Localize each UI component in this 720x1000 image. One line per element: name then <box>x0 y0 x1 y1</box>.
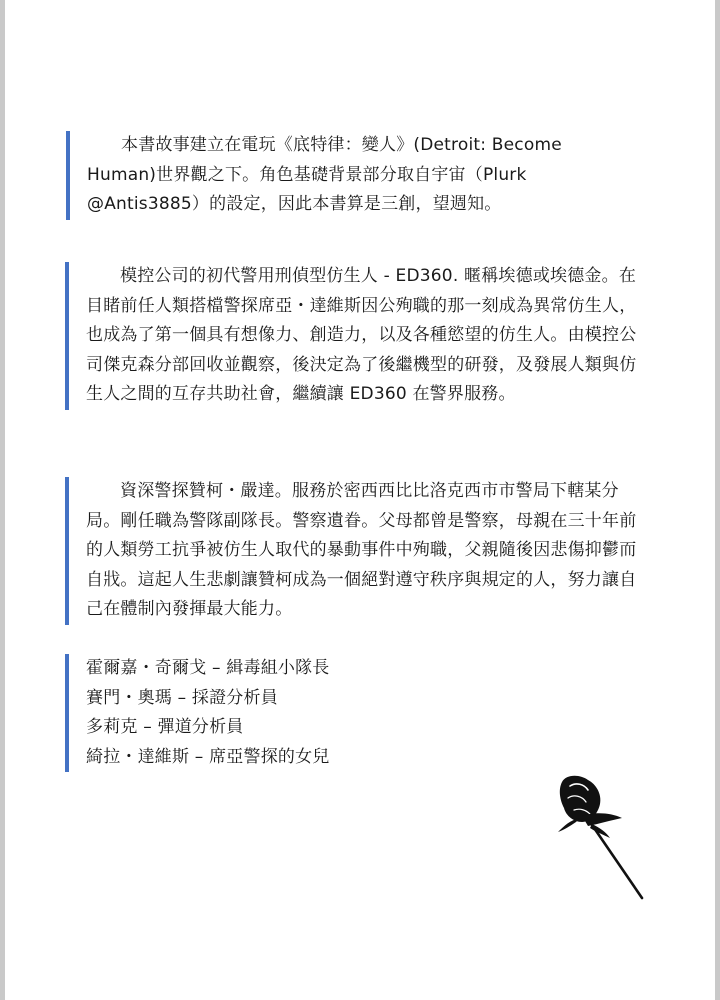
ed360-profile-block <box>65 262 638 410</box>
zanke-profile-block <box>65 477 638 625</box>
cast-item-doric: 多莉克 – 彈道分析員 <box>86 717 244 737</box>
cast-item-simon: 賽門・奧瑪 – 採證分析員 <box>86 687 278 708</box>
intro-text: 本書故事建立在電玩《底特律：變人》(Detroit: Become Human)世界觀之下。角色基礎背景部分取自宇宙（Plurk @Antis3885）的設定，因此本書算是三創，望週知。 <box>87 135 562 214</box>
zanke-profile-text: 資深警探贊柯・嚴達。服務於密西西比比洛克西市市警局下轄某分局。剛任職為警隊副隊長。警察遺眷。父母都曾是警察，母親在三十年前的人類勞工抗爭被仿生人取代的暴動事件中殉職，父親隨後因悲傷抑鬱而自戕。這起人生悲劇讓贊柯成為一個絕對遵守秩序與規定的人，努力讓自己在體制內發揮最大能力。 <box>86 481 637 619</box>
supporting-cast-list <box>65 654 638 772</box>
rose-icon <box>552 772 652 902</box>
intro-paragraph-block <box>66 131 636 220</box>
cast-item-kira: 綺拉・達維斯 – 席亞警探的女兒 <box>86 746 330 767</box>
ed360-profile-text: 模控公司的初代警用刑偵型仿生人 - ED360. 暱稱埃德或埃德金。在目睹前任人類搭檔警探席亞・達維斯因公殉職的那一刻成為異常仿生人，也成為了第一個具有想像力、創造力，以及各種慾望的仿生人。由模控公司傑克森分部回收並觀察，後決定為了後繼機型的研發，及發展人類與仿生人之間的互存共助社會，繼續讓 ED360 在警界服務。 <box>86 266 637 404</box>
cast-item-holga: 霍爾嘉・奇爾戈 – 緝毒組小隊長 <box>86 658 330 678</box>
